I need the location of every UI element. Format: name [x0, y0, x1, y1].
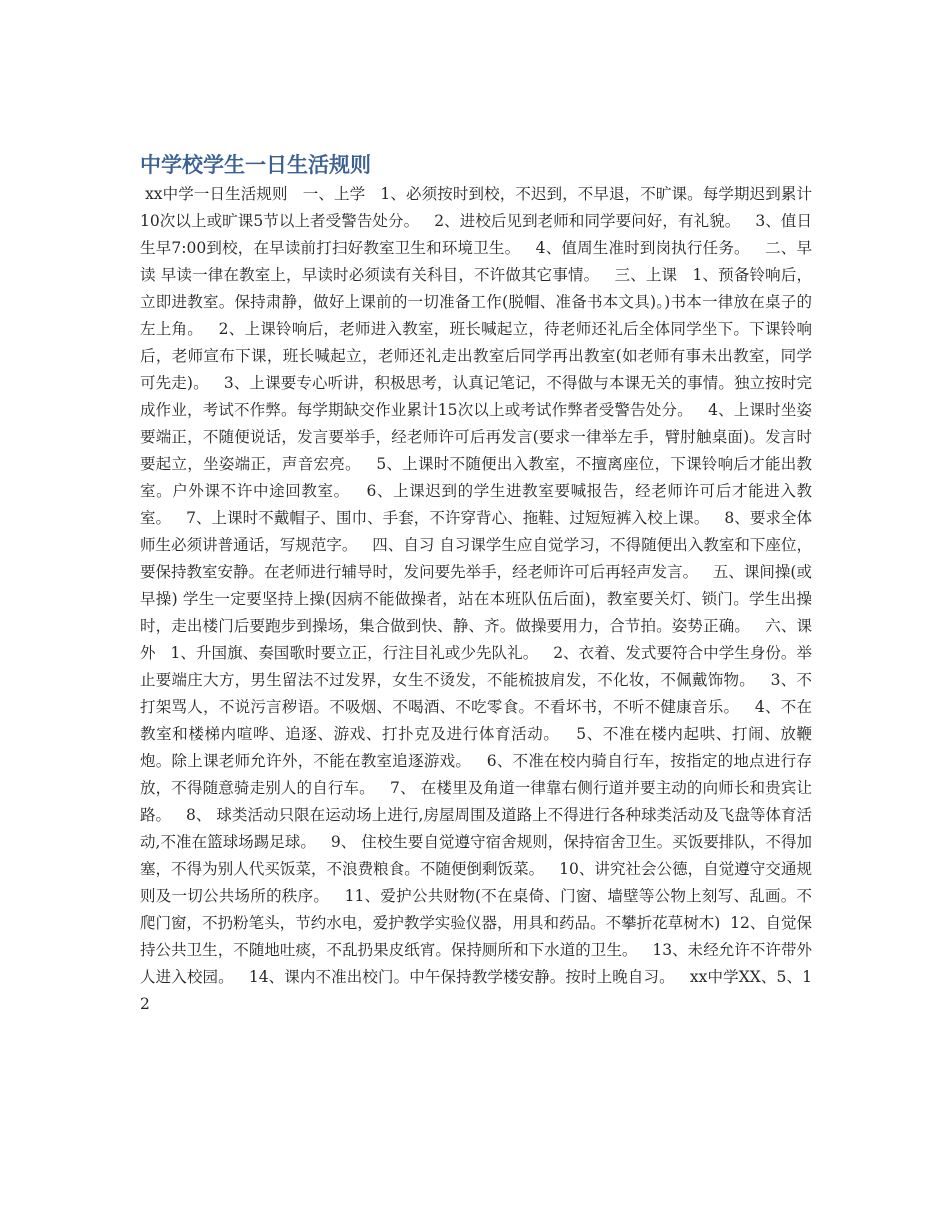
document-body: xx中学一日生活规则 一、上学 1、必须按时到校，不迟到，不早退，不旷课。每学期迟到累计10次以上或旷课5节以上者受警告处分。 2、进校后见到老师和同学要问好，有礼貌。 3、值日生早7:00到校，在早读前打扫好教室卫生和环境卫生。 4、值周生准时到岗执行任务。 二、早读 早读一律在教室上，早读时必须读有关科目，不许做其它事情。 三、上课 1、预备铃响后，立即进教室。保持肃静，做好上课前的一切准备工作(脱帽、准备书本文具)。)书本一律放在桌子的左上角。 2、上课铃响后，老师进入教室，班长喊起立，待老师还礼后全体同学坐下。下课铃响后，老师宣布下课，班长喊起立，老师还礼走出教室后同学再出教室(如老师有事未出教室，同学可先走)。 3、上课要专心听讲，积极思考，认真记笔记，不得做与本课无关的事情。独立按时完成作业，考试不作弊。每学期缺交作业累计15次以上或考试作弊者受警告处分。 4、上课时坐姿要端正，不随便说话，发言要举手，经老师许可后再发言(要求一律举左手，臂肘触桌面)。发言时要起立，坐姿端正，声音宏亮。 5、上课时不随便出入教室，不擅离座位，下课铃响后才能出教室。户外课不许中途回教室。 6、上课迟到的学生进教室要喊报告，经老师许可后才能进入教室。 7、上课时不戴帽子、围巾、手套，不许穿背心、拖鞋、过短短裤入校上课。 8、要求全体师生必须讲普通话，写规范字。 四、自习 自习课学生应自觉学习，不得随便出入教室和下座位，要保持教室安静。在老师进行辅导时，发问要先举手，经老师许可后再轻声发言。 五、课间操(或早操) 学生一定要坚持上操(因病不能做操者，站在本班队伍后面)，教室要关灯、锁门。学生出操时，走出楼门后要跑步到操场，集合做到快、静、齐。做操要用力，合节拍。姿势正确。 六、课外 1、升国旗、奏国歌时要立正，行注目礼或少先队礼。 2、衣着、发式要符合中学生身份。举止要端庄大方，男生留法不过发界，女生不烫发，不能梳披肩发，不化妆，不佩戴饰物。 3、不打架骂人，不说污言秽语。不吸烟、不喝酒、不吃零食。不看坏书，不听不健康音乐。 4、不在教室和楼梯内喧哗、追逐、游戏、打扑克及进行体育活动。 5、不准在楼内起哄、打闹、放鞭炮。除上课老师允许外，不能在教室追逐游戏。 6、不准在校内骑自行车，按指定的地点进行存放，不得随意骑走别人的自行车。 7、 在楼里及角道一律靠右侧行道并要主动的向师长和贵宾让路。 8、 球类活动只限在运动场上进行,房屋周围及道路上不得进行各种球类活动及飞盘等体育活动,不准在篮球场踢足球。 9、 住校生要自觉遵守宿舍规则，保持宿舍卫生。买饭要排队，不得加塞，不得为别人代买饭菜，不浪费粮食。不随便倒剩饭菜。 10、讲究社会公德，自觉遵守交通规则及一切公共场所的秩序。 11、爱护公共财物(不在桌倚、门窗、墙壁等公物上刻写、乱画。不爬门窗，不扔粉笔头，节约水电，爱护教学实验仪器，用具和药品。不攀折花草树木) 12、自觉保持公共卫生，不随地吐痰，不乱扔果皮纸宵。保持厕所和下水道的卫生。 13、未经允许不许带外人进入校园。 14、课内不准出校门。中午保持教学楼安静。按时上晚自习。 xx中学XX、5、12	[140, 185, 812, 1013]
document-title: 中学校学生一日生活规则	[140, 153, 371, 177]
